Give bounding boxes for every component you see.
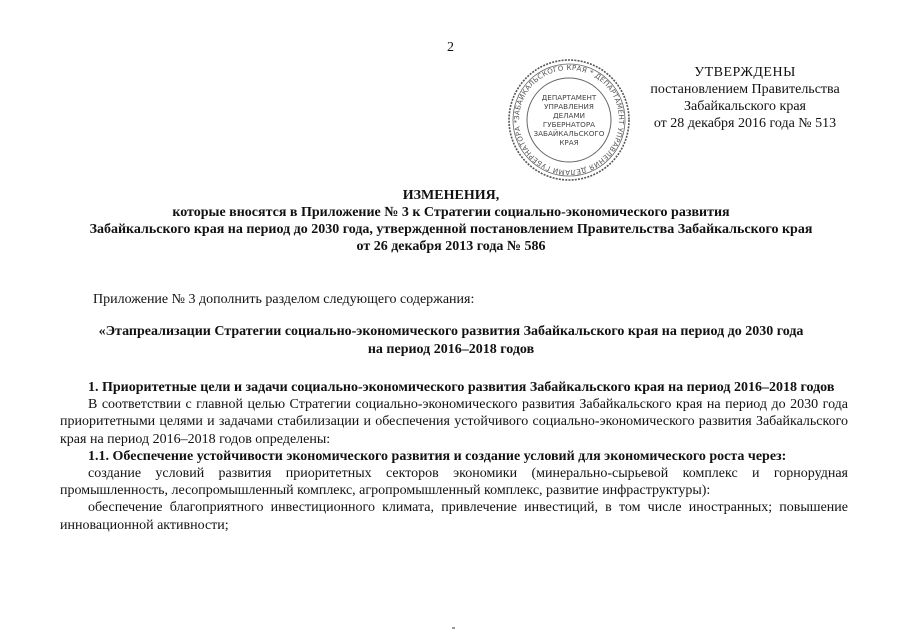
paragraph: создание условий развития приоритетных секторов экономики (минерально-сырьевой комплекс и горнорудная промышленность, лесопромышленный комплекс, агропромышленный комплекс, развитие инфраструктуры):: [60, 466, 848, 499]
seal-line: ЗАБАЙКАЛЬСКОГО: [533, 129, 605, 138]
approval-line: Забайкальского края: [683, 99, 806, 114]
body-text: [60, 379, 848, 534]
section-heading-line: на период 2016–2018 годов: [367, 342, 535, 357]
intro-paragraph: Приложение № 3 дополнить разделом следующего содержания:: [93, 292, 475, 307]
section-heading-line: «Этапреализации Стратегии социально-экономического развития Забайкальского края на период до 2030 года: [98, 324, 804, 339]
section-heading: [40, 323, 862, 359]
seal-line: ДЕЛАМИ: [552, 111, 586, 120]
approval-title: УТВЕРЖДЕНЫ: [694, 65, 796, 80]
seal-ring-text: ЗАБАЙКАЛЬСКОГО КРАЯ * ДЕПАРТАМЕНТ УПРАВЛЕНИЯ ДЕЛАМИ ГУБЕРНАТОРА *: [512, 63, 626, 177]
approval-block: [638, 64, 852, 132]
title-line: Забайкальского края на период до 2030 года, утвержденной постановлением Правительства Забайкальского края: [89, 222, 813, 237]
seal-graphic: [507, 58, 631, 182]
title-line: которые вносятся в Приложение № 3 к Стратегии социально-экономического развития: [172, 205, 730, 220]
seal-line: ГУБЕРНАТОРА: [542, 120, 596, 129]
official-seal-stamp: [507, 58, 631, 182]
seal-line: УПРАВЛЕНИЯ: [544, 102, 594, 111]
page-number: 2: [447, 40, 454, 55]
subsection-heading: 1.1. Обеспечение устойчивости экономического развития и создание условий для экономического роста через:: [88, 448, 787, 464]
document-title-block: [40, 187, 862, 255]
paragraph: обеспечение благоприятного инвестиционного климата, привлечение инвестиций, в том числе иностранных; повышение инновационной активности;: [60, 500, 848, 533]
paragraph: В соответствии с главной целью Стратегии социально-экономического развития Забайкальского края на период до 2030 года приоритетными целями и задачами стабилизации и обеспечения устойчивого социально-экономического развития Забайкальского края на период 2016–2018 годов определены:: [60, 397, 848, 447]
seal-line: ДЕПАРТАМЕНТ: [541, 93, 597, 102]
approval-line: от 28 декабря 2016 года № 513: [653, 116, 837, 131]
document-title: ИЗМЕНЕНИЯ,: [402, 188, 500, 203]
subsection-heading: 1. Приоритетные цели и задачи социально-экономического развития Забайкальского края на период 2016–2018 годов: [88, 380, 835, 395]
approval-line: постановлением Правительства: [650, 82, 840, 97]
seal-line: КРАЯ: [559, 138, 579, 147]
title-line: от 26 декабря 2013 года № 586: [356, 239, 546, 254]
scan-speck: [452, 627, 455, 629]
